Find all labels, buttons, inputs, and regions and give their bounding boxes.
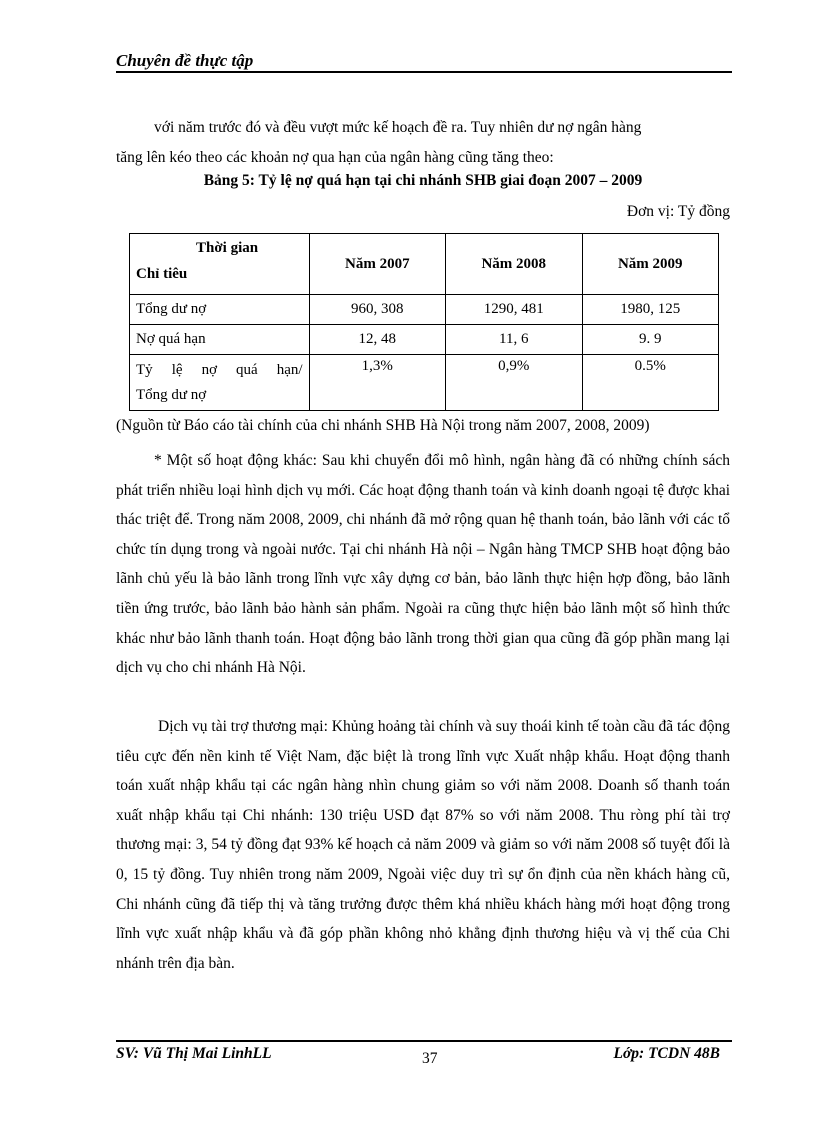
table-cell: 1290, 481	[446, 295, 582, 325]
year-header: Năm 2007	[309, 234, 445, 295]
table-unit: Đơn vị: Tỷ đồng	[626, 203, 730, 220]
table-row	[130, 355, 719, 411]
intro-line-1: với năm trước đó và đều vượt mức kế hoạch đề ra. Tuy nhiên dư nợ ngân hàng	[154, 119, 642, 136]
corner-label-time: Thời gian	[196, 240, 259, 256]
intro-line-2: tăng lên kéo theo các khoản nợ qua hạn của ngân hàng cũng tăng theo:	[116, 148, 554, 166]
intro-paragraph	[116, 113, 730, 172]
row-label-line: Tỷ lệ nợ quá hạn/	[136, 362, 303, 378]
table-cell: 0,9%	[446, 355, 582, 411]
row-label: Tổng dư nợ	[130, 295, 310, 325]
page-header	[116, 49, 732, 73]
corner-label-indicator: Chỉ tiêu	[136, 266, 188, 282]
year-header: Năm 2009	[582, 234, 719, 295]
footer-divider	[116, 1040, 732, 1042]
header-title: Chuyên đề thực tập	[116, 51, 254, 70]
table-row	[130, 295, 719, 325]
table-header-row	[130, 234, 719, 295]
footer-student: SV: Vũ Thị Mai LinhLL	[116, 1045, 272, 1062]
table-source: (Nguồn từ Báo cáo tài chính của chi nhánh SHB Hà Nội trong năm 2007, 2008, 2009)	[116, 417, 650, 434]
paragraph-trade-finance: Dịch vụ tài trợ thương mại: Khủng hoảng tài chính và suy thoái kinh tế toàn cầu đã tác động tiêu cực đến nền kinh tế Việt Nam, đặc biệt là trong lĩnh vực Xuất nhập khẩu. Hoạt động thanh toán xuất nhập khẩu tại các ngân hàng nhìn chung giảm so với năm 2008. Doanh số thanh toán xuất nhập khẩu tại Chi nhánh: 130 triệu USD đạt 87% so với năm 2008. Thu ròng phí tài trợ thương mại: 3, 54 tỷ đồng đạt 93% kế hoạch cả năm 2009 và giảm so với năm 2008 số tuyệt đối là 0, 15 tỷ đồng. Tuy nhiên trong năm 2009, Ngoài việc duy trì sự ổn định của nền khách hàng cũ, Chi nhánh cũng đã tiếp thị và tăng trưởng được thêm khá nhiều khách hàng mới hoạt động trong lĩnh vực xuất nhập khẩu và đã góp phần không nhỏ khẳng định thương hiệu và vị thế của Chi nhánh trên địa bàn.	[116, 718, 730, 972]
table-cell: 1980, 125	[582, 295, 719, 325]
row-label	[130, 355, 310, 411]
footer-class: Lớp: TCDN 48B	[613, 1045, 720, 1062]
debt-table	[129, 233, 719, 411]
row-label: Nợ quá hạn	[130, 325, 310, 355]
table-caption: Bảng 5: Tỷ lệ nợ quá hạn tại chi nhánh SHB giai đoạn 2007 – 2009	[203, 172, 643, 189]
table-row	[130, 325, 719, 355]
table-cell: 9. 9	[582, 325, 719, 355]
table-corner-cell	[130, 234, 310, 295]
table-cell: 0.5%	[582, 355, 719, 411]
paragraph-other-activities: * Một số hoạt động khác: Sau khi chuyển đổi mô hình, ngân hàng đã có những chính sách phát triển nhiều loại hình dịch vụ mới. Các hoạt động thanh toán và kinh doanh ngoại tệ được khai thác triệt để. Trong năm 2008, 2009, chi nhánh đã mở rộng quan hệ thanh toán, bảo lãnh với các tổ chức tín dụng trong và ngoài nước. Tại chi nhánh Hà nội – Ngân hàng TMCP SHB hoạt động bảo lãnh chủ yếu là bảo lãnh trong lĩnh vực xây dựng cơ bản, bảo lãnh thực hiện hợp đồng, bảo lãnh tiền ứng trước, bảo lãnh bảo hành sản phẩm. Ngoài ra cũng thực hiện bảo lãnh một số hình thức khác như bảo lãnh thanh toán. Hoạt động bảo lãnh trong thời gian qua cũng đã góp phần mang lại dịch vụ cho chi nhánh Hà Nội.	[116, 452, 730, 677]
table-cell: 1,3%	[309, 355, 445, 411]
year-header: Năm 2008	[446, 234, 582, 295]
table-cell: 960, 308	[309, 295, 445, 325]
page-number: 37	[422, 1050, 438, 1067]
table-cell: 12, 48	[309, 325, 445, 355]
row-label-line: Tổng dư nợ	[136, 387, 207, 403]
table-cell: 11, 6	[446, 325, 582, 355]
